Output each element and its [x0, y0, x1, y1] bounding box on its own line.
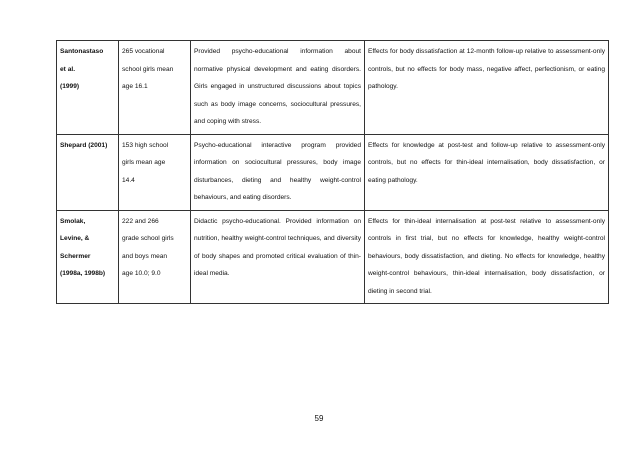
- participants-line: girls mean age: [122, 159, 166, 166]
- study-line: (1999): [60, 83, 80, 90]
- participants-line: 222 and 266: [122, 217, 159, 225]
- participants-cell: [119, 41, 191, 135]
- participants-line: 153 high school: [122, 141, 169, 149]
- results-text: Effects for knowledge at post-test and follow-up relative to assessment-only controls, but no effects for thin-ideal internalisation, body dissatisfaction, or eating pathology.: [368, 141, 605, 184]
- table-row: [57, 210, 609, 304]
- participants-line: and boys mean: [122, 252, 168, 260]
- study-line: (1998a, 1998b): [60, 270, 106, 277]
- participants-line: grade school girls: [122, 235, 174, 242]
- results-text: Effects for thin-ideal internalisation at post-test relative to assessment-only controls in first trial, but no effects for knowledge, healthy weight-control behaviours, body dissatisfaction, and dieting. No effects for knowledge, healthy weight-control behaviours, thin-ideal internalisation, body dissatisfaction, or dieting in second trial.: [368, 217, 605, 295]
- studies-table: [56, 40, 609, 304]
- page-number: 59: [314, 414, 324, 423]
- results-cell: [365, 134, 609, 210]
- participants-line: age 16.1: [122, 83, 148, 90]
- participants-line: school girls mean: [122, 65, 174, 73]
- results-cell: [365, 210, 609, 304]
- study-cell: [57, 134, 119, 210]
- study-line: Schermer: [60, 252, 91, 260]
- table-row: [57, 134, 609, 210]
- study-cell: [57, 41, 119, 135]
- study-line: et al.: [60, 65, 76, 73]
- intervention-text: Provided psycho-educational information about normative physical development and eating disorders. Girls engaged in unstructured discussions about topics such as body image concerns, sociocultural pressures, and coping with stress.: [194, 48, 361, 125]
- results-text: Effects for body dissatisfaction at 12-month follow-up relative to assessment-only controls, but no effects for body mass, negative affect, perfectionism, or eating pathology.: [368, 48, 605, 90]
- intervention-cell: [191, 134, 365, 210]
- intervention-text: Psycho-educational interactive program provided information on sociocultural pressures, body image disturbances, dieting and healthy weight-control behaviours, and eating disorders.: [194, 141, 361, 201]
- participants-line: 265 vocational: [122, 48, 165, 55]
- table-row: [57, 41, 609, 135]
- participants-cell: [119, 134, 191, 210]
- study-line: Santonastaso: [60, 48, 104, 55]
- intervention-cell: [191, 41, 365, 135]
- participants-cell: [119, 210, 191, 304]
- participants-line: age 10.0; 9.0: [122, 270, 161, 277]
- intervention-cell: [191, 210, 365, 304]
- study-line: Smolak,: [60, 217, 86, 225]
- results-cell: [365, 41, 609, 135]
- studies-table-body: [57, 41, 609, 304]
- study-line: Shepard (2001): [60, 141, 108, 149]
- study-cell: [57, 210, 119, 304]
- intervention-text: Didactic psycho-educational. Provided information on nutrition, healthy weight-control techniques, and diversity of body shapes and promoted critical evaluation of thin-ideal media.: [194, 217, 361, 277]
- participants-line: 14.4: [122, 176, 135, 184]
- study-line: Levine, &: [60, 235, 90, 242]
